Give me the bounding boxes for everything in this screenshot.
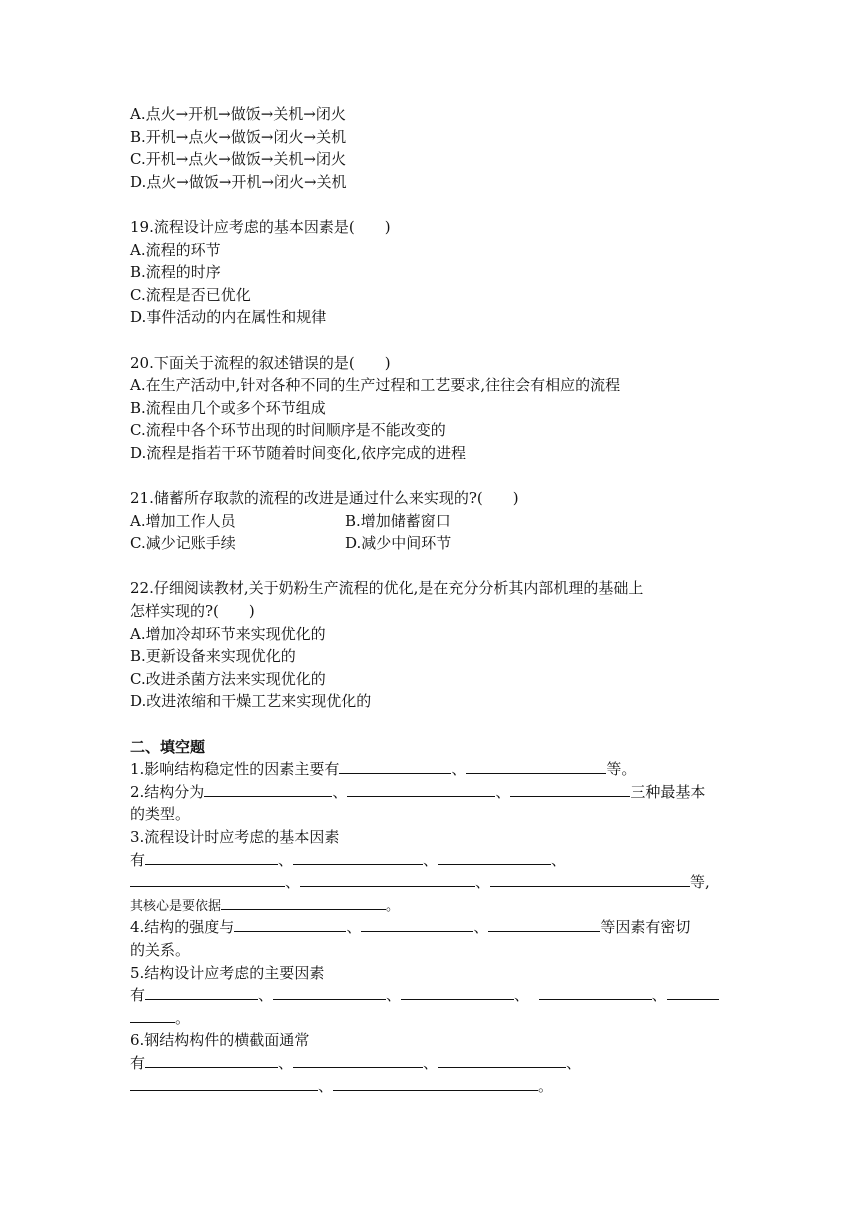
document-page: [130, 103, 740, 1097]
fill-question-6: 6.钢结构构件的横截面通常: [130, 1031, 310, 1050]
question-stem-cont: 怎样实现的?( ): [130, 602, 255, 621]
fill-question-4-cont: 的关系。: [130, 940, 191, 959]
question-stem: 20.下面关于流程的叙述错误的是( ): [130, 353, 391, 372]
option-a: A.流程的环节: [130, 240, 221, 259]
answer-blank[interactable]: [145, 849, 278, 865]
answer-blank[interactable]: [130, 1075, 318, 1091]
fill-question-5-cont: 有 、 、 、 、: [130, 984, 740, 1007]
question-19: [130, 216, 740, 329]
answer-blank[interactable]: [333, 1075, 538, 1091]
answer-blank[interactable]: [361, 916, 473, 932]
option-d: D.事件活动的内在属性和规律: [130, 308, 327, 327]
fill-question-5-cont2: 。: [130, 1007, 740, 1030]
option-c: C.流程中各个环节出现的时间顺序是不能改变的: [130, 421, 446, 440]
option-a: A.点火→开机→做饭→关机→闭火: [130, 105, 346, 123]
answer-blank[interactable]: [510, 781, 630, 797]
q18-options: [130, 103, 740, 193]
fill-question-2-cont: 的类型。: [130, 805, 191, 824]
fill-question-3: 3.流程设计时应考虑的基本因素: [130, 828, 340, 846]
option-d: D.减少中间环节: [345, 534, 452, 553]
question-20: [130, 352, 740, 465]
question-stem: 19.流程设计应考虑的基本因素是( ): [130, 217, 391, 236]
fill-question-6-cont2: 、 。: [130, 1075, 740, 1098]
section-title: 二、填空题: [130, 737, 206, 756]
answer-blank[interactable]: [273, 984, 386, 1000]
question-stem: 21.储蓄所存取款的流程的改进是通过什么来实现的?( ): [130, 489, 519, 508]
answer-blank[interactable]: [293, 1052, 423, 1068]
fill-question-3-cont2: 、 、 等,: [130, 871, 740, 894]
answer-blank[interactable]: [438, 849, 551, 865]
answer-blank[interactable]: [221, 894, 386, 910]
answer-blank[interactable]: [145, 1052, 278, 1068]
question-stem: 22.仔细阅读教材,关于奶粉生产流程的优化,是在充分分析其内部机理的基础上: [130, 579, 644, 598]
option-c: C.开机→点火→做饭→关机→闭火: [130, 150, 346, 169]
fill-question-4: 4.结构的强度与 、 、 等因素有密切: [130, 918, 691, 937]
answer-blank[interactable]: [539, 984, 652, 1000]
fill-question-2: 2.结构分为 、 、 三种最基本: [130, 782, 706, 801]
option-d: D.点火→做饭→开机→闭火→关机: [130, 172, 347, 191]
fill-question-6-cont: 有 、 、 、: [130, 1053, 582, 1072]
answer-blank[interactable]: [490, 871, 690, 887]
option-c: C.改进杀菌方法来实现优化的: [130, 669, 326, 688]
answer-blank[interactable]: [204, 781, 332, 797]
answer-blank[interactable]: [347, 781, 495, 797]
fill-question-1: 1.影响结构稳定性的因素主要有 、 等。: [130, 760, 637, 779]
option-a: A.增加工作人员: [130, 511, 236, 530]
answer-blank[interactable]: [488, 916, 600, 932]
answer-blank[interactable]: [466, 758, 606, 774]
question-21: [130, 487, 740, 555]
option-b: B.增加储蓄窗口: [345, 511, 451, 530]
option-d: D.流程是指若干环节随着时间变化,依序完成的进程: [130, 443, 467, 462]
answer-blank[interactable]: [339, 758, 451, 774]
option-b: B.开机→点火→做饭→闭火→关机: [130, 127, 347, 146]
option-c: C.流程是否已优化: [130, 285, 251, 304]
answer-blank[interactable]: [401, 984, 514, 1000]
option-b: B.流程的时序: [130, 263, 221, 282]
answer-blank[interactable]: [130, 871, 285, 887]
option-c: C.减少记账手续: [130, 534, 236, 553]
answer-blank[interactable]: [300, 871, 475, 887]
question-22: [130, 577, 740, 713]
answer-blank[interactable]: [234, 916, 346, 932]
option-d: D.改进浓缩和干燥工艺来实现优化的: [130, 692, 372, 711]
answer-blank[interactable]: [145, 984, 258, 1000]
option-b: B.更新设备来实现优化的: [130, 647, 296, 666]
answer-blank[interactable]: [130, 1007, 175, 1023]
answer-blank[interactable]: [667, 984, 719, 1000]
fill-question-3-cont3: 其核心是要依据 。: [130, 894, 740, 917]
fill-question-3-cont: 有 、 、 、: [130, 850, 567, 869]
answer-blank[interactable]: [438, 1052, 566, 1068]
option-b: B.流程由几个或多个环节组成: [130, 398, 326, 417]
option-a: A.增加冷却环节来实现优化的: [130, 624, 326, 643]
fill-in-section: [130, 736, 740, 1098]
answer-blank[interactable]: [293, 849, 423, 865]
option-a: A.在生产活动中,针对各种不同的生产过程和工艺要求,往往会有相应的流程: [130, 376, 621, 395]
fill-question-5: 5.结构设计应考虑的主要因素: [130, 963, 325, 982]
